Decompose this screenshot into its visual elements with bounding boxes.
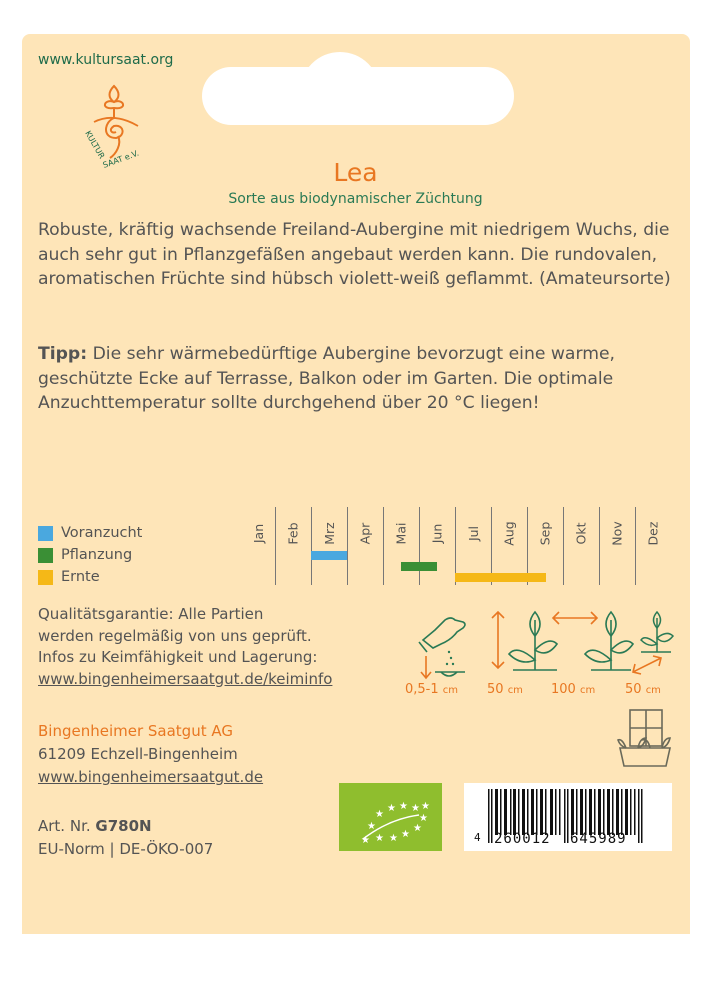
legend-label: Pflanzung [61,547,133,563]
month-jul: Jul [465,525,481,541]
ernte-swatch [38,570,53,585]
svg-text:★: ★ [375,833,384,844]
depth-label: 0,5-1 cm [405,682,459,697]
company-name: Bingenheimer Saatgut AG [38,722,233,740]
svg-text:★: ★ [419,813,428,824]
eu-organic-logo [339,783,442,851]
quality-line: Qualitätsgarantie: Alle Partien [38,605,264,623]
article-info [38,815,213,861]
legend-label: Ernte [61,569,100,585]
variety-subtitle: Sorte aus biodynamischer Züchtung [228,191,483,207]
voranzucht-bar [311,551,347,560]
month-mai: Mai [393,522,409,544]
svg-text:★: ★ [361,835,370,846]
pflanzung-swatch [38,548,53,563]
plant-spacing-label: 50 cm [625,682,661,697]
month-nov: Nov [609,520,625,546]
voranzucht-swatch [38,526,53,541]
row-spacing-label: 100 cm [551,682,596,697]
height-arrow-icon [492,612,504,668]
window-box-icon [616,708,674,770]
calendar-legend [38,522,142,588]
quality-line: Infos zu Keimfähigkeit und Lagerung: [38,648,318,666]
small-plant-icon [641,612,673,652]
svg-text:★: ★ [389,833,398,844]
variety-description: Robuste, kräftig wachsende Freiland-Aubergine mit niedrigem Wuchs, die auch sehr gut in Pflanzgefäßen angebaut werden kann. Die rundovalen, aromatischen Früchte sind hübsch violett-weiß geflammt. (Amateursorte) [38,220,671,290]
article-number: Art. Nr. G780N [38,817,152,835]
legend-item-ernte [38,566,142,588]
ernte-bar [455,573,546,582]
svg-text:★: ★ [387,803,396,814]
svg-text:★: ★ [421,801,430,812]
eu-leaf-stars-icon [339,783,442,851]
month-jan: Jan [250,523,266,543]
svg-text:★: ★ [399,801,408,812]
ean-barcode [464,783,672,851]
company-address: 61209 Echzell-Bingenheim [38,745,238,763]
barcode-digit: 4 [474,831,481,844]
pflanzung-bar [401,562,437,571]
month-okt: Okt [573,522,589,544]
tip-text: Die sehr wärmebedürftige Aubergine bevorzugt eine warme, geschützte Ecke auf Terrasse, Balkon oder im Garten. Die optimale Anzuchttemperatur sollte durchgehend über 20 °C liegen! [38,344,616,414]
legend-item-pflanzung [38,544,142,566]
company-website-link[interactable]: www.bingenheimersaatgut.de [38,768,264,786]
month-apr: Apr [357,522,373,544]
svg-text:KULTUR: KULTUR [83,129,107,161]
quality-guarantee [38,604,332,690]
hang-hole [202,67,514,125]
kultursaat-website[interactable]: www.kultursaat.org [38,52,174,68]
height-label: 50 cm [487,682,523,697]
variety-title: Lea [333,158,378,187]
company-info [38,720,263,789]
plant-spacing-arrow-icon [633,656,661,674]
sowing-icons [405,600,690,700]
month-feb: Feb [285,521,301,545]
quality-line: werden regelmäßig von uns geprüft. [38,626,312,645]
svg-text:★: ★ [413,823,422,834]
eu-norm: EU-Norm | DE-ÖKO-007 [38,840,214,858]
svg-text:SAAT e.V.: SAAT e.V. [101,148,141,170]
sowing-pictograms [405,600,690,680]
tip-label: Tipp: [38,344,88,364]
month-dez: Dez [645,521,661,545]
month-aug: Aug [501,520,517,546]
keiminfo-link[interactable]: www.bingenheimersaatgut.de/keiminfo [38,669,333,688]
plant-icon [509,612,557,670]
month-mrz: Mrz [321,521,337,545]
bottom-cutout [22,915,690,1005]
row-spacing-arrow-icon [553,612,597,624]
barcode-group2: 645989 [570,831,627,847]
svg-text:★: ★ [375,809,384,820]
month-jun: Jun [429,523,445,543]
planting-calendar [240,505,680,585]
month-sep: Sep [537,521,553,545]
plant-icon [585,612,633,670]
legend-label: Voranzucht [61,525,143,541]
depth-arrow-icon [421,656,431,678]
svg-text:★: ★ [401,829,410,840]
legend-item-voranzucht [38,522,142,544]
barcode-group1: 260012 [494,831,551,847]
tip-paragraph [38,342,678,416]
svg-text:★: ★ [367,821,376,832]
svg-text:★: ★ [411,803,420,814]
